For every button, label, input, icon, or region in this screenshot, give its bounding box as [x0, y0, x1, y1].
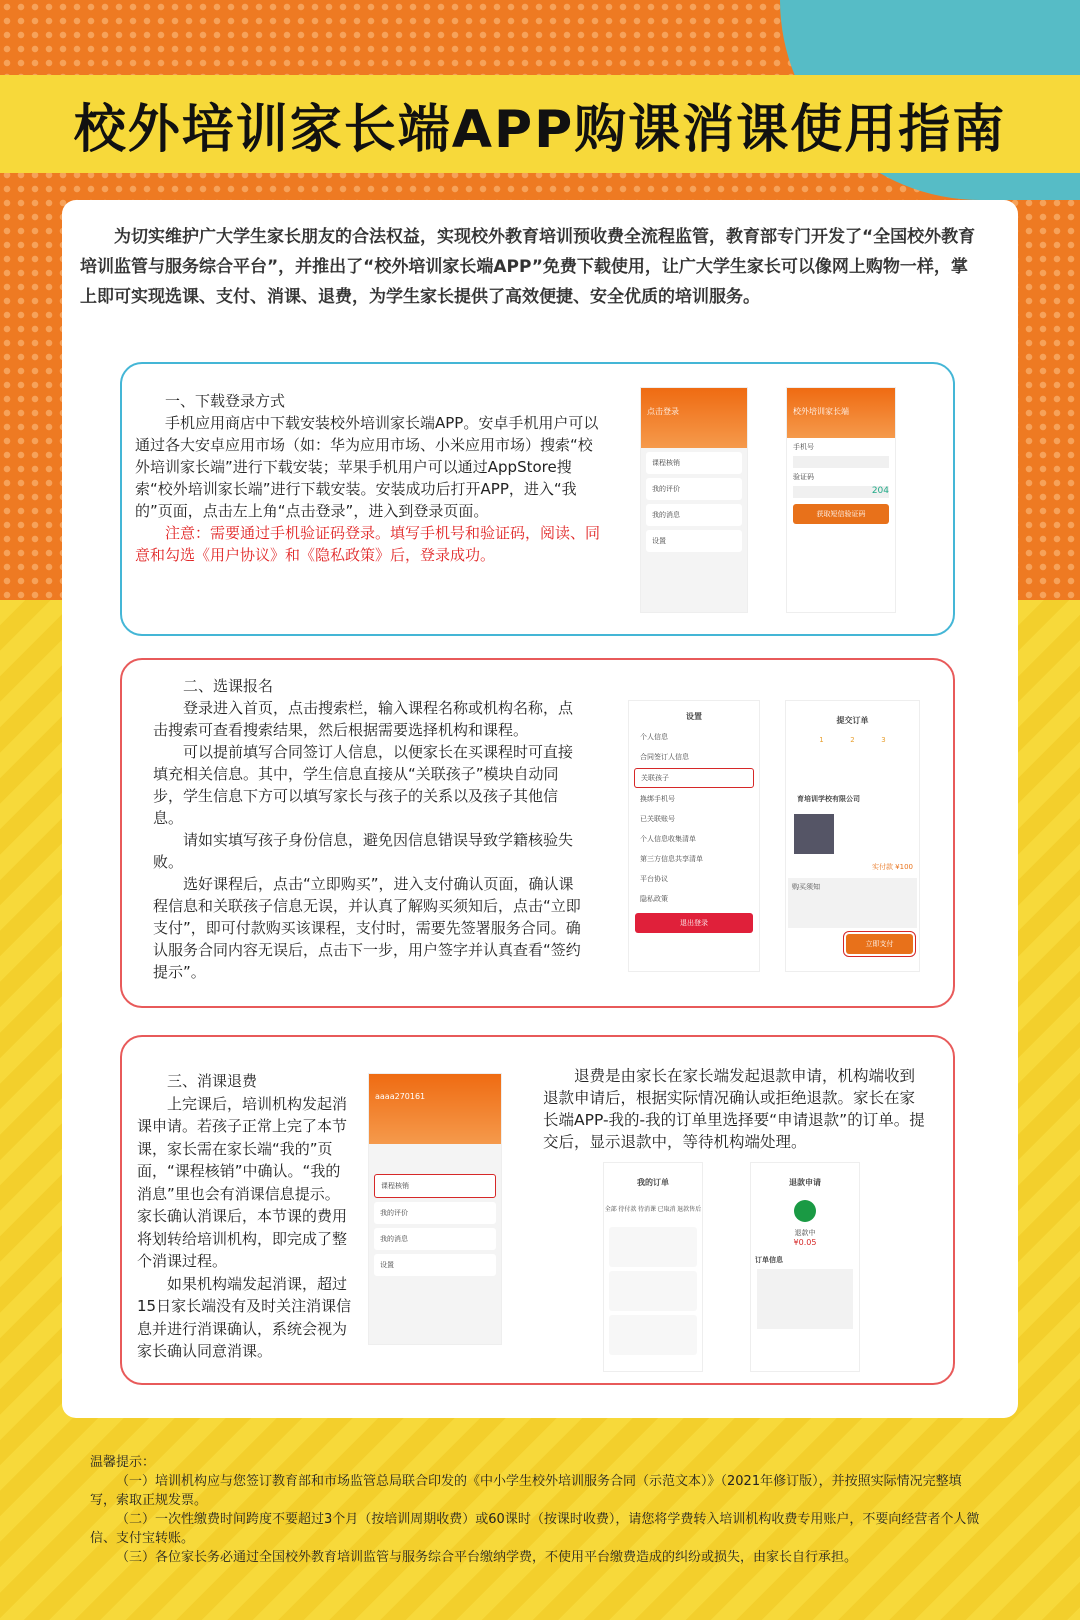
phone-refund-page	[750, 1162, 860, 1372]
screen-title: 退款申请	[751, 1163, 859, 1194]
phone-input	[793, 456, 889, 468]
get-code-button: 获取短信验证码	[793, 504, 889, 524]
menu-item: 设置	[646, 530, 742, 552]
title-banner	[0, 75, 1080, 173]
section2-paragraph: 请如实填写孩子身份信息，避免因信息错误导致学籍核验失败。	[153, 831, 574, 871]
refund-status: 退款中	[794, 1229, 816, 1237]
section2-paragraph: 选好课程后，点击“立即购买”，进入支付确认页面，确认课程信息和关联孩子信息无误，并认真了解购买须知后，点击“立即支付”，即可付款购买该课程，支付时，需要先签署服务合同。确认服务合同内容无误后，点击下一步，用户签字并认真查看“签约提示”。	[153, 875, 581, 981]
tips-heading: 温馨提示：	[90, 1455, 156, 1470]
order-tab: 待付款	[618, 1206, 637, 1213]
menu-item: 我的评价	[374, 1202, 496, 1224]
phone-settings-page	[628, 700, 760, 972]
order-tab: 已取消	[657, 1206, 676, 1213]
menu-item: 设置	[374, 1254, 496, 1276]
menu-item-highlighted: 课程核销	[374, 1174, 496, 1198]
tip-item: （二）一次性缴费时间跨度不要超过3个月（按培训周期收费）或60课时（按课时收费），请您将学费转入培训机构收费专用账户，不要向经营者个人微信、支付宝转账。	[90, 1512, 980, 1546]
order-tab: 待消课	[637, 1206, 656, 1213]
menu-item: 我的消息	[374, 1228, 496, 1250]
step: 2	[850, 736, 855, 744]
screen-title: 设置	[629, 701, 759, 726]
menu-item: 我的消息	[646, 504, 742, 526]
menu-item: 我的评价	[646, 478, 742, 500]
app-title: 校外培训家长端	[793, 407, 849, 416]
intro-paragraph: 为切实维护广大学生家长朋友的合法权益，实现校外教育培训预收费全流程监管，教育部专门开发了“全国校外教育培训监管与服务综合平台”，并推出了“校外培训家长端APP”免费下载使用，让广大学生家长可以像网上购物一样，掌上即可实现选课、支付、消课、退费，为学生家长提供了高效便捷、安全优质的培训服务。	[80, 227, 976, 307]
section3-paragraph: 上完课后，培训机构发起消课申请。若孩子正常上完了本节课，家长需在家长端“我的”页面，“课程核销”中确认。“我的消息”里也会有消课信息提示。家长确认消课后，本节课的费用将划转给培训机构，即完成了整个消课过程。	[137, 1094, 348, 1270]
settings-item: 已关联账号	[634, 810, 754, 828]
section3-heading: 三、消课退费	[167, 1072, 258, 1090]
login-link: 点击登录	[647, 407, 679, 416]
settings-item: 第三方信息共享清单	[634, 850, 754, 868]
purchase-notice: 购买须知	[788, 878, 917, 928]
settings-item: 平台协议	[634, 870, 754, 888]
settings-item: 换绑手机号	[634, 790, 754, 808]
refund-amount: ¥0.05	[793, 1238, 817, 1247]
settings-item: 合同签订人信息	[634, 748, 754, 766]
phone-login-page	[786, 387, 896, 613]
section3-paragraph: 如果机构端发起消课，超过15日家长端没有及时关注消课信息并进行消课确认，系统会视为家长确认同意消课。	[137, 1274, 352, 1360]
order-steps	[786, 732, 919, 748]
phone-my-page	[640, 387, 748, 613]
settings-item: 个人信息	[634, 728, 754, 746]
section2-heading: 二、选课报名	[183, 677, 274, 695]
order-info-heading: 订单信息	[755, 1256, 783, 1264]
phone-label: 手机号	[793, 443, 814, 451]
settings-item: 个人信息收集清单	[634, 830, 754, 848]
section1-note: 注意：需要通过手机验证码登录。填写手机号和验证码，阅读、同意和勾选《用户协议》和《隐私政策》后，登录成功。	[135, 524, 601, 564]
warm-tips	[90, 1453, 980, 1567]
captcha: 204	[793, 486, 889, 498]
order-card	[609, 1271, 697, 1311]
username: aaaa270161	[375, 1092, 426, 1101]
step: 1	[819, 736, 824, 744]
price: 实付款 ¥100	[871, 863, 913, 871]
section1-text	[135, 390, 605, 566]
section2-paragraph: 可以提前填写合同签订人信息，以便家长在买课程时可直接填充相关信息。其中，学生信息直接从“关联孩子”模块自动同步，学生信息下方可以填写家长与孩子的关系以及孩子其他信息。	[153, 743, 574, 827]
pay-now-button: 立即支付	[846, 934, 913, 954]
tip-item: （一）培训机构应与您签订教育部和市场监管总局联合印发的《中小学生校外培训服务合同（示范文本）》（2021年修订版），并按照实际情况完整填写，索取正规发票。	[90, 1474, 962, 1508]
page-title: 校外培训家长端APP购课消课使用指南	[73, 99, 1007, 160]
settings-item: 隐私政策	[634, 890, 754, 908]
order-card	[609, 1227, 697, 1267]
order-tab: 全部	[604, 1206, 617, 1213]
order-tab: 退款售后	[677, 1206, 702, 1213]
section1-heading: 一、下载登录方式	[165, 392, 286, 410]
clock-icon	[794, 1200, 816, 1222]
tip-item: （三）各位家长务必通过全国校外教育培训监管与服务综合平台缴纳学费，不使用平台缴费造成的纠纷或损失，由家长自行承担。	[116, 1550, 858, 1565]
screen-title: 提交订单	[786, 701, 919, 732]
course-image	[794, 814, 834, 854]
phone-submit-order-page	[785, 700, 920, 972]
menu-item: 课程核销	[646, 452, 742, 474]
step: 3	[881, 736, 886, 744]
section2-paragraph: 登录进入首页，点击搜索栏，输入课程名称或机构名称，点击搜索可查看搜索结果，然后根据需要选择机构和课程。	[153, 699, 574, 739]
order-tabs	[604, 1194, 702, 1223]
order-info-panel	[757, 1269, 853, 1329]
code-label: 验证码	[793, 473, 814, 481]
phone-my-page-consume	[368, 1073, 502, 1345]
section2-text	[153, 675, 583, 983]
screen-title: 我的订单	[604, 1163, 702, 1194]
settings-item-highlighted: 关联孩子	[634, 768, 754, 788]
org-name: 育培训学校有限公司	[791, 788, 914, 810]
phone-my-orders-page	[603, 1162, 703, 1372]
refund-paragraph: 退费是由家长在家长端发起退款申请，机构端收到退款申请后，根据实际情况确认或拒绝退款。家长在家长端APP-我的-我的订单里选择要“申请退款”的订单。提交后，显示退款中，等待机构端处理。	[543, 1067, 925, 1151]
section3-text	[137, 1070, 352, 1363]
logout-button: 退出登录	[635, 913, 753, 933]
section1-body: 手机应用商店中下载安装校外培训家长端APP。安卓手机用户可以通过各大安卓应用市场（如：华为应用市场、小米应用市场）搜索“校外培训家长端”进行下载安装；苹果手机用户可以通过AppStore搜索“校外培训家长端”进行下载安装。安装成功后打开APP，进入“我的”页面，点击左上角“点击登录”，进入到登录页面。	[135, 414, 599, 520]
order-card	[609, 1315, 697, 1355]
